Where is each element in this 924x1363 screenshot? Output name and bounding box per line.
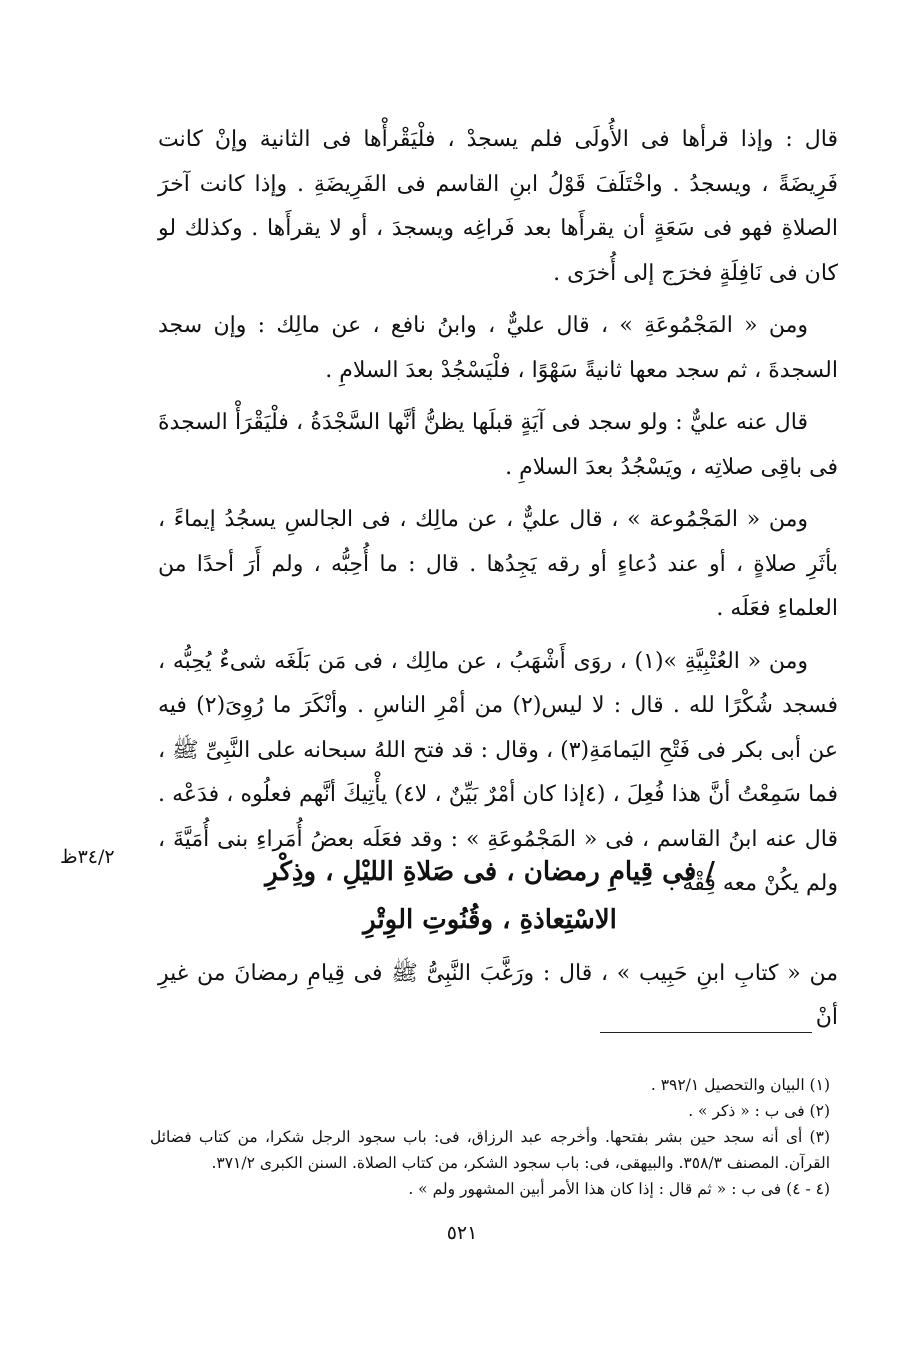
footnotes (150, 1072, 830, 1202)
footnote-2: (٢) فى ب : « ذكر » . (688, 1102, 830, 1120)
paragraph-2: ومن « المَجْمُوعَةِ » ، قال عليٌّ ، وابنُ نافع ، عن مالِك : وإن سجد السجدةَ ، ثم سجد معها ثانيةً سَهْوًا ، فلْيَسْجُدْ بعدَ السلامِ . (158, 313, 838, 383)
footnote-4: (٤ - ٤) فى ب : « ثم قال : إذا كان هذا الأمر أبين المشهور ولم » . (408, 1180, 830, 1198)
section-heading-line-2: الاسْتِعاذةِ ، وقُنُوتِ الوِتْرِ (363, 905, 617, 935)
paragraph-3: قال عنه عليٌّ : ولو سجد فى آيَةٍ قبلَها يظنُّ أنَّها السَّجْدَةُ ، فلْيَقْرَأْ السجدةَ فى باقِى صلاتِه ، ويَسْجُدُ بعدَ السلامِ . (158, 410, 838, 480)
paragraph-4: ومن « المَجْمُوعة » ، قال عليٌّ ، عن مالِك ، فى الجالسِ يسجُدُ إيماءً ، بأثَرِ صلاةٍ ، أو عند دُعاءٍ أو رقه يَجِدُها . قال : ما أُحِبُّه ، ولم أَرَ أحدًا من العلماءِ فعَلَه . (158, 507, 838, 621)
section-heading (190, 848, 790, 944)
section-opening-text: من « كتابِ ابنِ حَبِيب » ، قال : ورَغَّبَ النَّبِىُّ ﷺ فى قِيامِ رمضانَ من غيرِ أنْ (158, 961, 838, 1030)
footnote-divider (600, 1032, 812, 1033)
footnote-1: (١) البيان والتحصيل ٣٩٢/١ . (650, 1076, 830, 1094)
manuscript-folio-note: ٣٤/٢ظ (60, 846, 115, 868)
paragraph-5: ومن « العُتْبِيَّةِ »(١) ، روَى أَشْهَبُ ، عن مالِك ، فى مَن بَلَغَه شىءٌ يُحِبُّه ، فسجد شُكْرًا لله . قال : لا ليس(٢) من أمْرِ الناسِ . وأنْكَرَ ما رُوِىَ(٢) فيه عن أبى بكر فى فَتْحِ اليَمامَةِ(٣) ، وقال : قد فتح اللهُ سبحانه على النَّبِىِّ ﷺ ، فما سَمِعْتُ أنَّ هذا فُعِلَ ، (٤إذا كان أمْرٌ بَيِّنٌ ، لا٤) يأْتِيكَ أنَّهم فعلُوه ، فدَعْه . قال عنه ابنُ القاسم ، فى « المَجْمُوعَةِ » : وقد فعَلَه بعضُ أُمَراءِ بنى أُمَيَّةَ ، ولم يكُنْ معه فِقْهٌ . (158, 648, 839, 896)
paragraph-1: قال : وإذا قرأها فى الأُولَى فلم يسجدْ ، فلْيَقْرأْها فى الثانية وإنْ كانت فَرِيضَةً ، ويسجدُ . واخْتَلَفَ قَوْلُ ابنِ القاسم فى الفَرِيضَةِ . وإذا كانت آخرَ الصلاةِ فهو فى سَعَةٍ أن يقرأَها بعد فَراغِه ويسجدَ ، أو لا يقرأَها . وكذلك لو كان فى نَافِلَةٍ فخرَج إلى أُخرَى . (158, 127, 838, 286)
section-heading-line-1: / فى قِيامِ رمضان ، فى صَلاةِ الليْلِ ، وذِكْرِ (265, 857, 715, 887)
main-text (158, 118, 838, 915)
page-number: ٥٢١ (446, 1222, 478, 1244)
footnote-3: (٣) أى أنه سجد حين بشر بفتحها. وأخرجه عبد الرزاق، فى: باب سجود الرجل شكرا، من كتاب فضائل القرآن. المصنف ٣٥٨/٣. والبيهقى، فى: باب سجود الشكر، من كتاب الصلاة. السنن الكبرى ٣٧١/٢. (150, 1128, 830, 1172)
